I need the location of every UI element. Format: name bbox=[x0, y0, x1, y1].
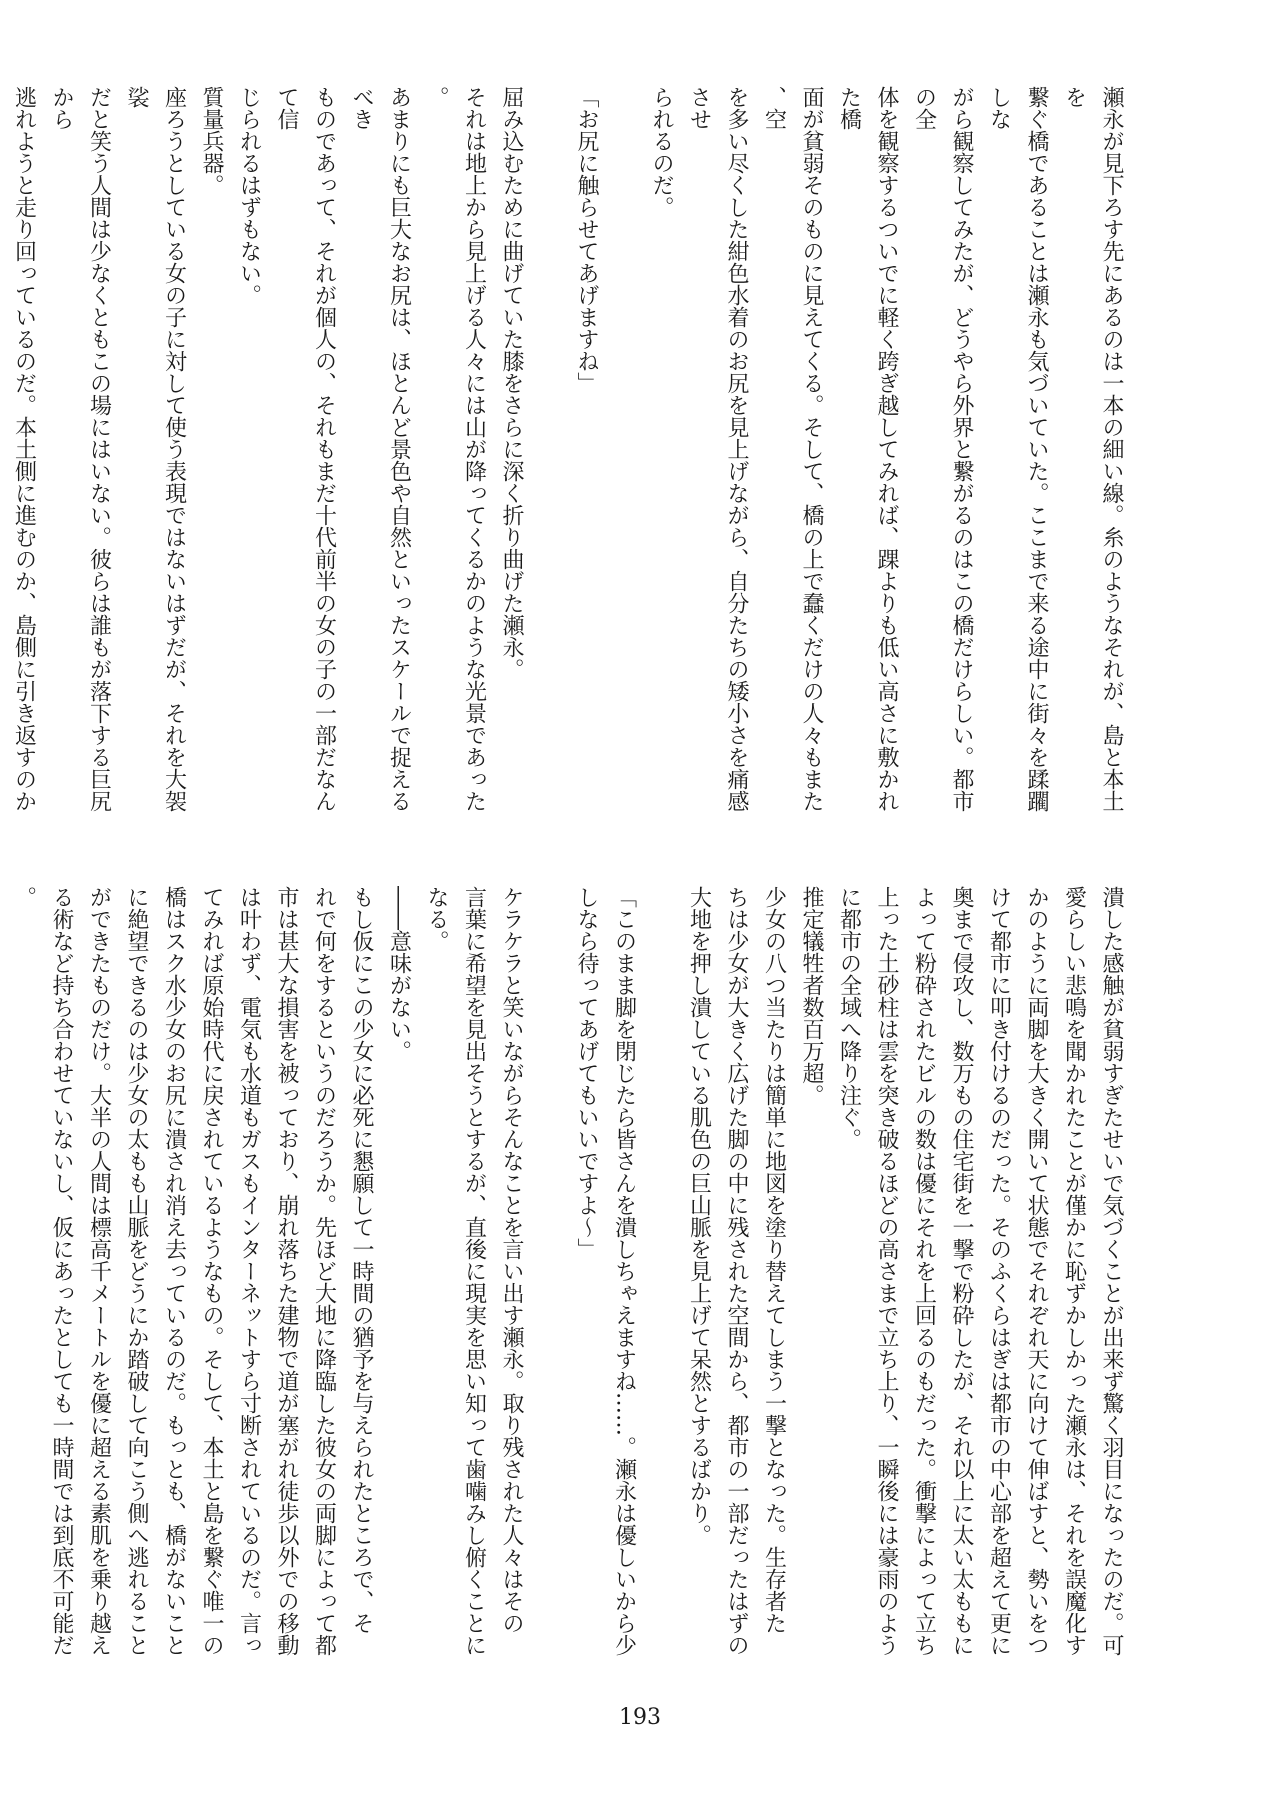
text-line: 大地を押し潰している肌色の巨山脈を見上げて呆然とするばかり。 bbox=[686, 886, 712, 1546]
text-line: しなら待ってあげてもいいですよ〜」 bbox=[574, 886, 599, 1260]
text-line: を多い尽くした紺色水着のお尻を見上げながら、自分たちの矮小さを痛感させ bbox=[686, 86, 749, 812]
text-line: かのように両脚を大きく開いて状態でそれぞれ天に向けて伸ばすと、勢いをつ bbox=[1024, 886, 1049, 1656]
text-line: ――意味がない。 bbox=[386, 886, 412, 1062]
text-line bbox=[530, 886, 568, 1668]
text-line: られるのだ。 bbox=[649, 86, 674, 218]
text-line bbox=[605, 86, 643, 826]
text-line: 市は甚大な損害を被っており、崩れ落ちた建物で道が塞がれ徒歩以外での移動 bbox=[274, 886, 299, 1656]
text-line: 座ろうとしている女の子に対して使う表現ではないはずだが、それを大袈裟 bbox=[124, 86, 187, 812]
text-line: ができたものだけ。大半の人間は標高千メートルを優に超える素肌を乗り越え bbox=[86, 886, 112, 1656]
text-line: なる。 bbox=[424, 886, 449, 952]
text-line: よって粉砕されたビルの数は優にそれを上回るのもだった。衝撃によって立ち bbox=[911, 886, 937, 1656]
text-line: 「お尻に触らせてあげますね」 bbox=[574, 86, 599, 394]
text-line: は叶わず、電気も水道もガスもインターネットすら寸断されているのだ。言っ bbox=[236, 886, 262, 1656]
text-line: 愛らしい悲鳴を聞かれたことが僅かに恥ずかしかった瀬永は、それを誤魔化す bbox=[1061, 886, 1087, 1656]
text-line: 繋ぐ橋であることは瀬永も気づいていた。ここまで来る途中に街々を蹂躙しな bbox=[986, 86, 1049, 812]
text-line: それは地上から見上げる人々には山が降ってくるかのような光景であった。 bbox=[424, 86, 487, 812]
text-line: 瀬永が見下ろす先にあるのは一本の細い線。糸のようなそれが、島と本土を bbox=[1061, 86, 1124, 812]
text-line: 上った土砂柱は雲を突き破るほどの高さまで立ち上り、一瞬後には豪雨のよう bbox=[874, 886, 899, 1656]
text-line: に絶望できるのは少女の太もも山脈をどうにか踏破して向こう側へ逃れること bbox=[124, 886, 149, 1656]
text-line: 屈み込むために曲げていた膝をさらに深く折り曲げた瀬永。 bbox=[499, 86, 524, 680]
text-line: 「このまま脚を閉じたら皆さんを潰しちゃえますね……。瀬永は優しいから少 bbox=[611, 886, 637, 1656]
text-line: 少女の八つ当たりは簡単に地図を塗り替えてしまう一撃となった。生存者た bbox=[761, 886, 787, 1634]
text-line: けて都市に叩き付けるのだった。そのふくらはぎは都市の中心部を超えて更に bbox=[986, 886, 1012, 1656]
text-line: もし仮にこの少女に必死に懇願して一時間の猶予を与えられたところで、そ bbox=[349, 886, 374, 1634]
text-line: がら観察してみたが、どうやら外界と繋がるのはこの橋だけらしい。都市の全 bbox=[911, 86, 974, 812]
text-line: ちは少女が大きく広げた脚の中に残された空間から、都市の一部だったはずの bbox=[724, 886, 749, 1656]
text-line: る術など持ち合わせていないし、仮にあったとしても一時間では到底不可能だ。 bbox=[11, 886, 74, 1656]
text-line: に都市の全域へ降り注ぐ。 bbox=[836, 886, 862, 1150]
text-line: あまりにも巨大なお尻は、ほとんど景色や自然といったスケールで捉えるべき bbox=[349, 86, 412, 812]
text-line bbox=[530, 86, 568, 826]
text-line: ケラケラと笑いながらそんなことを言い出す瀬永。取り残された人々はその bbox=[499, 886, 524, 1634]
text-line: 言葉に希望を見出そうとするが、直後に現実を思い知って歯噛みし俯くことに bbox=[461, 886, 487, 1656]
text-line: てみれば原始時代に戻されているようなもの。そして、本土と島を繋ぐ唯一の bbox=[199, 886, 224, 1656]
text-line: れで何をするというのだろうか。先ほど大地に降臨した彼女の両脚によって都 bbox=[311, 886, 337, 1656]
text-line: 奥まで侵攻し、数万もの住宅街を一撃で粉砕したが、それ以上に太い太ももに bbox=[949, 886, 974, 1656]
bottom-text-block bbox=[11, 886, 1130, 1668]
text-line: 推定犠牲者数百万超。 bbox=[799, 886, 824, 1106]
text-line: じられるはずもない。 bbox=[236, 86, 262, 306]
text-line: 体を観察するついでに軽く跨ぎ越してみれば、踝よりも低い高さに敷かれた橋 bbox=[836, 86, 899, 812]
text-line: ものであって、それが個人の、それもまだ十代前半の女の子の一部だなんて信 bbox=[274, 86, 337, 812]
page-number: 193 bbox=[619, 1705, 661, 1730]
text-line: 逃れようと走り回っているのだ。本土側に進むのか、島側に引き返すのか bbox=[11, 86, 37, 812]
text-line: 面が貧弱そのものに見えてくる。そして、橋の上で蠢くだけの人々もまた、空 bbox=[761, 86, 824, 812]
top-text-block bbox=[11, 86, 1130, 826]
text-line: だと笑う人間は少なくともこの場にはいない。彼らは誰もが落下する巨尻から bbox=[49, 86, 112, 812]
text-line: 質量兵器。 bbox=[199, 86, 224, 196]
text-line: 橋はスク水少女のお尻に潰され消え去っているのだ。もっとも、橋がないこと bbox=[161, 886, 187, 1656]
text-line bbox=[0, 886, 5, 1668]
text-line bbox=[643, 886, 681, 1668]
text-line: 潰した感触が貧弱すぎたせいで気づくことが出来ず驚く羽目になったのだ。可 bbox=[1099, 886, 1124, 1656]
